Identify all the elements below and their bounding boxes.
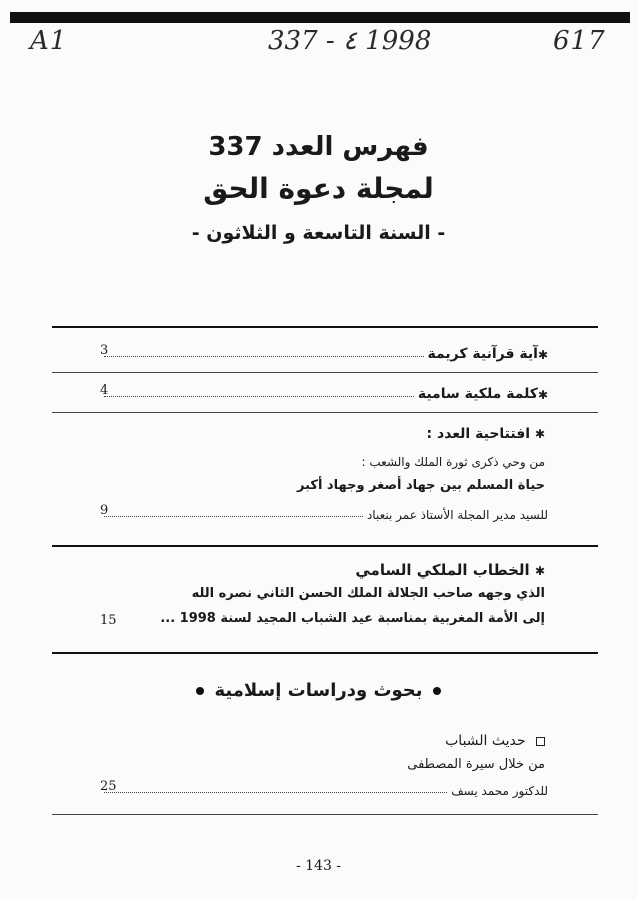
checkbox-square-icon <box>536 737 545 746</box>
dot-leader <box>104 396 414 397</box>
dot-leader <box>104 356 424 357</box>
divider <box>52 372 598 373</box>
star-icon: ✱ <box>534 427 545 441</box>
toc-entry-author: للدكتور محمد يسف <box>451 784 548 798</box>
bullet-icon <box>196 687 204 695</box>
dot-leader <box>104 516 363 517</box>
toc-entry-editorial-title <box>427 426 545 442</box>
toc-entry-title: الخطاب الملكي السامي <box>355 561 530 579</box>
toc-entry-editorial-author-row <box>100 500 548 522</box>
dot-leader <box>104 792 447 793</box>
toc-entry-page: 9 <box>100 503 109 518</box>
star-icon: ✱ <box>537 388 548 402</box>
toc-entry-royal-speech-title <box>355 561 545 579</box>
toc-entry-youth-author-row <box>100 776 548 798</box>
toc-entry-title: افتتاحية العدد : <box>426 426 531 442</box>
page-number: - 143 - <box>295 858 342 874</box>
toc-entry-subtitle: من وحي ذكرى ثورة الملك والشعب : <box>361 455 545 469</box>
toc-entry-subtitle: من خلال سيرة المصطفى <box>407 757 545 772</box>
toc-entry-page: 4 <box>100 383 109 398</box>
toc-entry-speech-line: إلى الأمة المغربية بمناسبة عيد الشباب المجيد لسنة 1998 ... <box>160 611 545 626</box>
divider <box>52 412 598 413</box>
toc-entry-speech-line: الذي وجهه صاحب الجلالة الملك الحسن الثاني نصره الله <box>191 586 545 601</box>
divider <box>52 814 598 815</box>
toc-entry-page: 15 <box>100 613 117 628</box>
section-title: بحوث ودراسات إسلامية <box>214 680 423 701</box>
handwritten-left-note: A1 <box>30 26 68 56</box>
toc-entry-page: 25 <box>100 779 117 794</box>
section-heading <box>0 680 637 701</box>
top-black-bar <box>10 12 630 23</box>
divider <box>52 326 598 328</box>
toc-entry-author: للسيد مدير المجلة الأستاذ عمر بنعباد <box>366 508 548 522</box>
year-subtitle: - السنة التاسعة و الثلاثون - <box>191 222 446 244</box>
magazine-name: لمجلة دعوة الحق <box>203 172 434 205</box>
toc-entry-title: كلمة ملكية سامية <box>417 386 538 402</box>
handwritten-issue-note: 337 - ٤ 1998 <box>268 26 432 56</box>
star-icon: ✱ <box>537 348 548 362</box>
toc-entry-page: 3 <box>100 343 109 358</box>
issue-index-title: فهرس العدد 337 <box>208 132 429 162</box>
divider <box>52 652 598 654</box>
star-icon: ✱ <box>534 564 545 578</box>
toc-entry-article-title: حياة المسلم بين جهاد أصغر وجهاد أكبر <box>297 478 545 493</box>
toc-entry-title: حديث الشباب <box>445 733 526 749</box>
toc-entry-royal-word <box>100 380 548 402</box>
toc-entry-title: آية قرآنية كريمة <box>427 346 538 362</box>
divider <box>52 545 598 547</box>
handwritten-page-note: 617 <box>553 26 606 56</box>
bullet-icon <box>433 687 441 695</box>
toc-entry-quran-verse <box>100 340 548 362</box>
toc-entry-youth-title <box>445 733 545 749</box>
